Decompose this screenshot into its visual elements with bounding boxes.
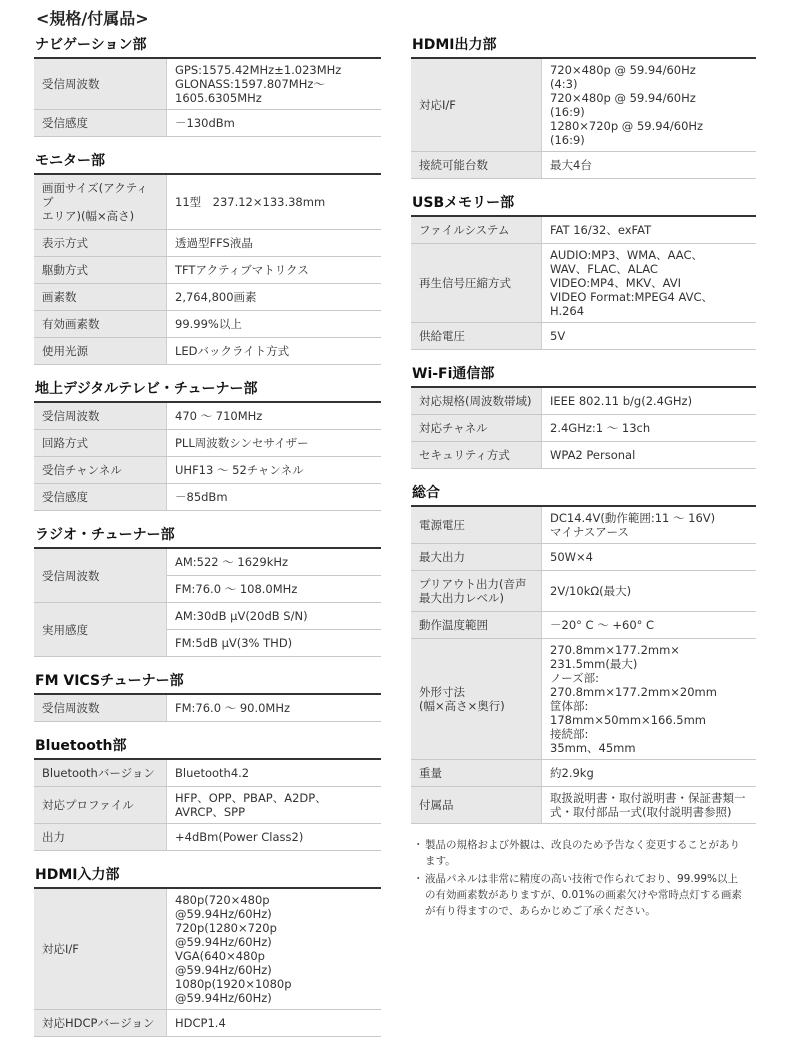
spec-value: DC14.4V(動作範囲:11 ～ 16V) マイナスアース <box>542 507 757 544</box>
note-text: 液晶パネルは非常に精度の高い技術で作られており、99.99%以上 の有効画素数がありますが、0.01%の画素欠けや常時点灯する画素 が有り得ますので、あらかじめご了承ください。 <box>425 873 742 917</box>
spec-section <box>34 34 381 137</box>
spec-label: 画素数 <box>34 284 167 311</box>
spec-value: PLL周波数シンセサイザー <box>167 430 382 457</box>
spec-value: 5V <box>542 323 757 350</box>
spec-label: 受信周波数 <box>34 695 167 722</box>
spec-row <box>34 824 381 851</box>
spec-value: 480p(720×480p @59.94Hz/60Hz) 720p(1280×720p @59.94Hz/60Hz) VGA(640×480p @59.94Hz/60Hz) 1080p(1920×1080p @59.94Hz/60Hz) <box>167 889 382 1010</box>
right-sections <box>411 34 756 824</box>
spec-label: 対応プロファイル <box>34 787 167 824</box>
section-title: ラジオ・チューナー部 <box>34 524 381 549</box>
spec-row <box>411 415 756 442</box>
spec-row <box>34 284 381 311</box>
right-column <box>411 34 756 921</box>
spec-label: プリアウト出力(音声 最大出力レベル) <box>411 571 542 612</box>
spec-table <box>411 507 756 824</box>
spec-value: GPS:1575.42MHz±1.023MHz GLONASS:1597.807MHz～ 1605.6305MHz <box>167 59 382 110</box>
spec-label: 受信チャンネル <box>34 457 167 484</box>
spec-table <box>34 695 381 722</box>
spec-label: 動作温度範囲 <box>411 612 542 639</box>
spec-row <box>411 639 756 760</box>
spec-section <box>34 150 381 365</box>
page-title: <規格/付属品> <box>36 9 149 28</box>
spec-section <box>34 735 381 851</box>
spec-row <box>34 110 381 137</box>
spec-section <box>411 363 756 469</box>
section-title: Wi-Fi通信部 <box>411 363 756 388</box>
spec-value: WPA2 Personal <box>542 442 757 469</box>
spec-label: 対応規格(周波数帯域) <box>411 388 542 415</box>
section-title: HDMI入力部 <box>34 864 381 889</box>
section-title: モニター部 <box>34 150 381 175</box>
spec-row <box>34 430 381 457</box>
spec-label: 出力 <box>34 824 167 851</box>
section-title: 地上デジタルテレビ・チューナー部 <box>34 378 381 403</box>
spec-row <box>34 457 381 484</box>
spec-label: 受信感度 <box>34 110 167 137</box>
section-title: 総合 <box>411 482 756 507</box>
spec-value: 2V/10kΩ(最大) <box>542 571 757 612</box>
spec-value: 透過型FFS液晶 <box>167 230 382 257</box>
spec-label: 対応チャネル <box>411 415 542 442</box>
spec-value: AUDIO:MP3、WMA、AAC、 WAV、FLAC、ALAC VIDEO:MP4、MKV、AVI VIDEO Format:MPEG4 AVC、 H.264 <box>542 244 757 323</box>
spec-row <box>34 257 381 284</box>
note-item <box>411 871 756 919</box>
spec-label: 駆動方式 <box>34 257 167 284</box>
spec-value: 11型 237.12×133.38mm <box>167 175 382 230</box>
spec-label: 表示方式 <box>34 230 167 257</box>
spec-row <box>34 760 381 787</box>
spec-value: 270.8mm×177.2mm× 231.5mm(最大) ノーズ部: 270.8mm×177.2mm×20mm 筐体部: 178mm×50mm×166.5mm 接続部: 35mm、45mm <box>542 639 757 760</box>
spec-table <box>34 760 381 851</box>
spec-row <box>411 244 756 323</box>
spec-label: 回路方式 <box>34 430 167 457</box>
spec-value: 2.4GHz:1 ～ 13ch <box>542 415 757 442</box>
spec-value: Bluetooth4.2 <box>167 760 382 787</box>
spec-row <box>411 571 756 612</box>
spec-label: 電源電圧 <box>411 507 542 544</box>
spec-section <box>34 524 381 657</box>
spec-label: ファイルシステム <box>411 217 542 244</box>
spec-row <box>34 311 381 338</box>
spec-section <box>411 34 756 179</box>
spec-row <box>411 760 756 787</box>
spec-value: FM:5dB μV(3% THD) <box>167 630 382 657</box>
spec-value: 720×480p @ 59.94/60Hz (4:3) 720×480p @ 59.94/60Hz (16:9) 1280×720p @ 59.94/60Hz (16:9) <box>542 59 757 152</box>
spec-row <box>411 544 756 571</box>
spec-label: 受信感度 <box>34 484 167 511</box>
section-title: ナビゲーション部 <box>34 34 381 59</box>
spec-label: 有効画素数 <box>34 311 167 338</box>
spec-table <box>411 217 756 350</box>
spec-table <box>34 889 381 1037</box>
spec-row <box>34 787 381 824</box>
left-column <box>34 34 381 1050</box>
spec-label: 実用感度 <box>34 603 167 657</box>
spec-label: 付属品 <box>411 787 542 824</box>
section-title: HDMI出力部 <box>411 34 756 59</box>
spec-table <box>411 388 756 469</box>
spec-label: Bluetoothバージョン <box>34 760 167 787</box>
note-bullet: ・ <box>413 839 424 851</box>
note-text: 製品の規格および外観は、改良のため予告なく変更することがあり ます。 <box>425 839 740 867</box>
spec-row <box>411 612 756 639</box>
spec-row <box>411 152 756 179</box>
spec-label: 画面サイズ(アクティブ エリア)(幅×高さ) <box>34 175 167 230</box>
spec-row <box>34 338 381 365</box>
spec-section <box>34 670 381 722</box>
spec-row <box>411 787 756 824</box>
spec-value: FM:76.0 ～ 90.0MHz <box>167 695 382 722</box>
spec-value: 約2.9kg <box>542 760 757 787</box>
spec-row <box>411 217 756 244</box>
spec-value: LEDバックライト方式 <box>167 338 382 365</box>
spec-value: IEEE 802.11 b/g(2.4GHz) <box>542 388 757 415</box>
spec-row <box>34 230 381 257</box>
spec-label: 最大出力 <box>411 544 542 571</box>
spec-row <box>34 59 381 110</box>
spec-label: 供給電圧 <box>411 323 542 350</box>
spec-table <box>34 549 381 657</box>
spec-value: AM:30dB μV(20dB S/N) <box>167 603 382 630</box>
section-title: Bluetooth部 <box>34 735 381 760</box>
note-item <box>411 837 756 869</box>
spec-value: 2,764,800画素 <box>167 284 382 311</box>
spec-row <box>34 403 381 430</box>
spec-label: 使用光源 <box>34 338 167 365</box>
spec-table <box>34 59 381 137</box>
spec-section <box>411 482 756 824</box>
spec-value: 最大4台 <box>542 152 757 179</box>
spec-section <box>34 864 381 1037</box>
notes <box>411 837 756 919</box>
spec-row <box>34 889 381 1010</box>
spec-label: 外形寸法 (幅×高さ×奥行) <box>411 639 542 760</box>
spec-row <box>411 59 756 152</box>
spec-row <box>411 388 756 415</box>
spec-value: FAT 16/32、exFAT <box>542 217 757 244</box>
spec-row <box>411 507 756 544</box>
spec-row <box>34 175 381 230</box>
spec-label: 対応HDCPバージョン <box>34 1010 167 1037</box>
spec-label: 対応I/F <box>411 59 542 152</box>
spec-value: －130dBm <box>167 110 382 137</box>
spec-label: 再生信号圧縮方式 <box>411 244 542 323</box>
spec-value: －20° C ～ +60° C <box>542 612 757 639</box>
spec-section <box>411 192 756 350</box>
spec-value: 50W×4 <box>542 544 757 571</box>
spec-value: HFP、OPP、PBAP、A2DP、 AVRCP、SPP <box>167 787 382 824</box>
spec-value: HDCP1.4 <box>167 1010 382 1037</box>
spec-section <box>34 378 381 511</box>
spec-label: 接続可能台数 <box>411 152 542 179</box>
spec-value: FM:76.0 ～ 108.0MHz <box>167 576 382 603</box>
spec-label: セキュリティ方式 <box>411 442 542 469</box>
section-title: USBメモリー部 <box>411 192 756 217</box>
spec-value: +4dBm(Power Class2) <box>167 824 382 851</box>
spec-value: 470 ～ 710MHz <box>167 403 382 430</box>
spec-row <box>411 323 756 350</box>
note-bullet: ・ <box>413 873 424 885</box>
spec-value: TFTアクティブマトリクス <box>167 257 382 284</box>
spec-label: 受信周波数 <box>34 403 167 430</box>
spec-row <box>34 484 381 511</box>
spec-value: 99.99%以上 <box>167 311 382 338</box>
spec-label: 重量 <box>411 760 542 787</box>
spec-value: UHF13 ～ 52チャンネル <box>167 457 382 484</box>
spec-table <box>34 175 381 365</box>
spec-table <box>34 403 381 511</box>
spec-value: AM:522 ～ 1629kHz <box>167 549 382 576</box>
spec-row <box>34 1010 381 1037</box>
spec-value: －85dBm <box>167 484 382 511</box>
spec-row <box>411 442 756 469</box>
section-title: FM VICSチューナー部 <box>34 670 381 695</box>
spec-label: 対応I/F <box>34 889 167 1010</box>
spec-row <box>34 603 381 630</box>
spec-row <box>34 549 381 576</box>
spec-label: 受信周波数 <box>34 549 167 603</box>
spec-table <box>411 59 756 179</box>
spec-value: 取扱説明書・取付説明書・保証書類一 式・取付部品一式(取付説明書参照) <box>542 787 757 824</box>
spec-label: 受信周波数 <box>34 59 167 110</box>
spec-row <box>34 695 381 722</box>
